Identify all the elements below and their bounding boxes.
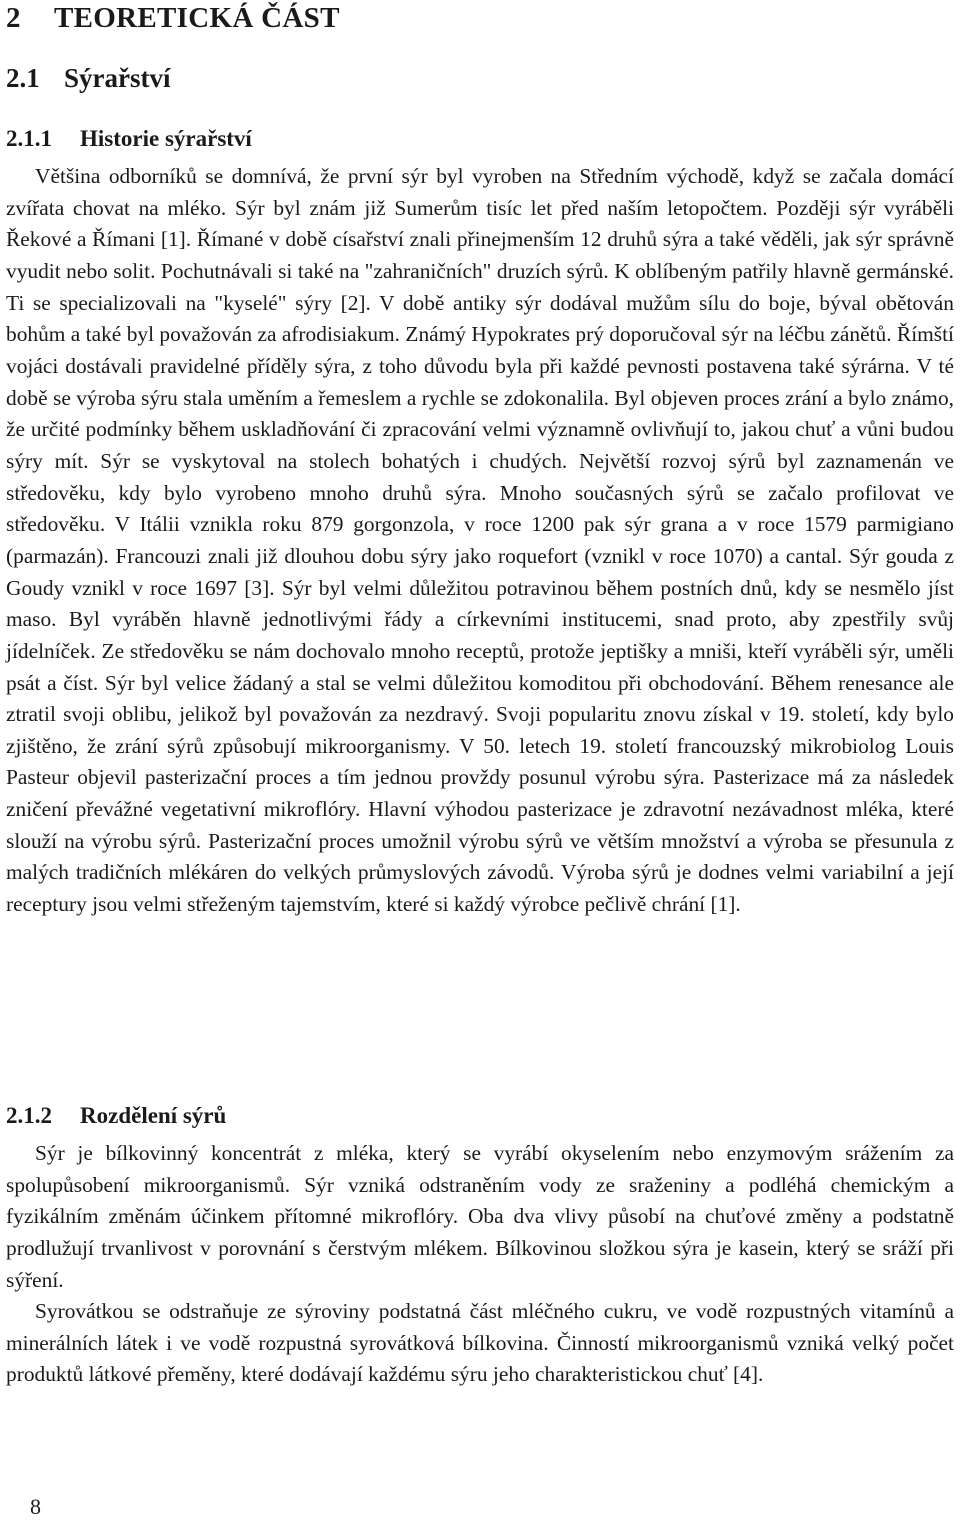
subsection-title: Rozdělení sýrů [80,1103,227,1128]
section-title: Sýrařství [64,63,171,93]
subsection-heading-division [6,1103,226,1129]
paragraph-history: Většina odborníků se domnívá, že první sýr byl vyroben na Středním východě, když se začala domácí zvířata chovat na mléko. Sýr byl znám již Sumerům tisíc let před naším letopočtem. Později sýr vyráběli Řekové a Římani [1]. Římané v době císařství znali přinejmenším 12 druhů sýra a také věděli, jak sýr správně vyudit nebo solit. Pochutnávali si také na "zahraničních" druzích sýrů. K oblíbeným patřily hlavně germánské. Ti se specializovali na "kyselé" sýry [2]. V době antiky sýr dodával mužům sílu do boje, býval obětován bohům a také byl považován za afrodisiakum. Známý Hypokrates prý doporučoval sýr na léčbu zánětů. Římští vojáci dostávali pravidelné příděly sýra, z toho důvodu byla při každé pevnosti postavena také sýrárna. V té době se výroba sýru stala uměním a řemeslem a rychle se zdokonalila. Byl objeven proces zrání a bylo známo, že určité podmínky během uskladňování či zpracování velmi významně ovlivňují to, jakou chuť a vůni budou sýry mít. Sýr se vyskytoval na stolech bohatých i chudých. Největší rozvoj sýrů byl zaznamenán ve středověku, kdy bylo vyrobeno mnoho druhů sýra. Mnoho současných sýrů se začalo profilovat ve středověku. V Itálii vznikla roku 879 gorgonzola, v roce 1200 pak sýr grana a v roce 1579 parmigiano (parmazán). Francouzi znali již dlouhou dobu sýry jako roquefort (vznikl v roce 1070) a cantal. Sýr gouda z Goudy vznikl v roce 1697 [3]. Sýr byl velmi důležitou potravinou během postních dnů, kdy se nesmělo jíst maso. Byl vyráběn hlavně jednotlivými řády a církevními institucemi, snad proto, aby zpestřily svůj jídelníček. Ze středověku se nám dochovalo mnoho receptů, protože jeptišky a mniši, kteří vyráběli sýr, uměli psát a číst. Sýr byl velice žádaný a stal se velmi důležitou komoditou při obchodování. Během renesance ale ztratil svoji oblibu, jelikož byl považován za nezdravý. Svoji popularitu znovu získal v 19. století, kdy bylo zjištěno, že zrání sýrů způsobují mikroorganismy. V 50. letech 19. století francouzský mikrobiolog Louis Pasteur objevil pasterizační proces a tím jednou provždy posunul výrobu sýra. Pasterizace má za následek zničení převážné vegetativní mikroflóry. Hlavní výhodou pasterizace je zdravotní nezávadnost mléka, které slouží na výrobu sýrů. Pasterizační proces umožnil výrobu sýrů ve větším množství a výroba se přesunula z malých tradičních mlékáren do velkých průmyslových závodů. Výroba sýrů je dodnes velmi variabilní a její receptury jsou velmi střeženým tajemstvím, které si každý výrobce pečlivě chrání [1]. [6,164,954,917]
chapter-number: 2 [6,2,21,34]
section-heading [6,63,170,94]
chapter-title: TEORETICKÁ ČÁST [54,2,340,34]
subsection-title: Historie sýrařství [80,126,252,151]
subsection-number: 2.1.2 [6,1103,52,1128]
chapter-heading [6,2,340,35]
subsection-number: 2.1.1 [6,126,52,151]
section-number: 2.1 [6,63,40,93]
subsection-heading-history [6,126,252,152]
paragraph-division-1: Sýr je bílkovinný koncentrát z mléka, který se vyrábí okyselením nebo enzymovým srážením za spolupůsobení mikroorganismů. Sýr vzniká odstraněním vody ze sraženiny a podléhá chemickým a fyzikálním změnám účinkem přítomné mikroflóry. Oba dva vlivy působí na chuťové změny a podstatně prodlužují trvanlivost v porovnání s čerstvým mlékem. Bílkovinou složkou sýra je kasein, který se sráží při sýření. [6,1141,954,1292]
paragraph-division-2: Syrovátkou se odstraňuje ze sýroviny podstatná část mléčného cukru, ve vodě rozpustných vitamínů a minerálních látek i ve vodě rozpustná syrovátková bílkovina. Činností mikroorganismů vzniká velký počet produktů látkové přeměny, které dodávají každému sýru jeho charakteristickou chuť [4]. [6,1299,954,1387]
page-number: 8 [30,1494,41,1519]
